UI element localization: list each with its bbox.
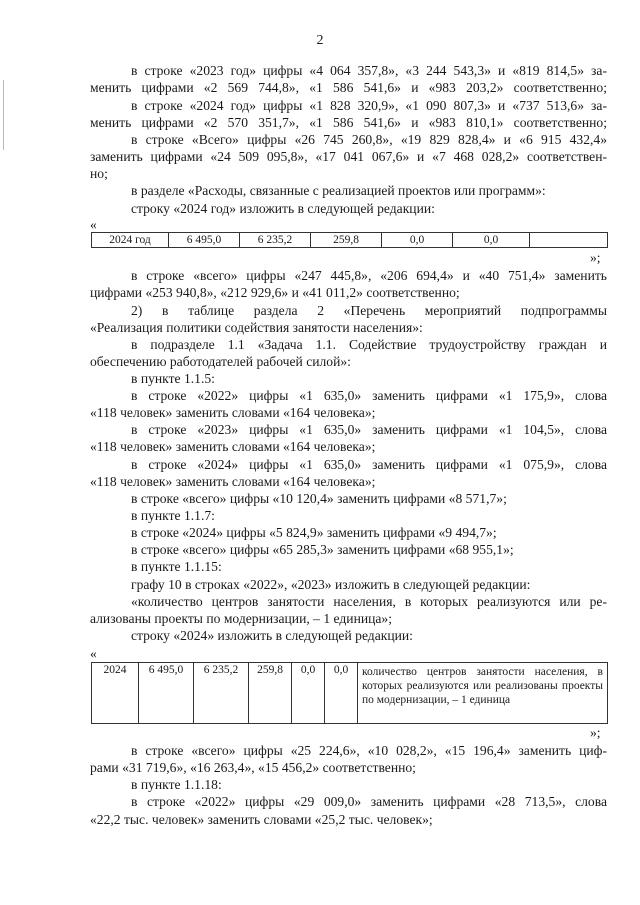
table-cell: 6 235,2 — [194, 663, 249, 724]
text-line: в строке «2023» цифры «1 635,0» заменить цифрами «1 104,5», слова — [131, 422, 607, 437]
text-line: «118 человек» заменить словами «164 человека»; — [90, 474, 376, 489]
text-line: в строке «2024 год» цифры «1 828 320,9», «1 090 807,3» и «737 513,6» за- — [131, 98, 607, 113]
table-cell: 259,8 — [249, 663, 292, 724]
text-line: менить цифрами «2 570 351,7», «1 586 541,6» и «983 810,1» соответственно; — [90, 115, 607, 130]
text-line: рами «31 719,6», «16 263,4», «15 456,2» соответственно; — [90, 760, 416, 775]
text-line: «118 человек» заменить словами «164 человека»; — [90, 405, 376, 420]
table-cell: 2024 — [92, 663, 139, 724]
text-line: 2) в таблице раздела 2 «Перечень мероприятий подпрограммы — [131, 303, 607, 318]
text-line: в подразделе 1.1 «Задача 1.1. Содействие трудоустройству граждан и — [131, 337, 607, 352]
text-line: строку «2024 год» изложить в следующей редакции: — [131, 201, 435, 216]
table-cell: 0,0 — [292, 663, 325, 724]
table-cell: 6 495,0 — [169, 233, 240, 248]
table-cell: 6 235,2 — [240, 233, 311, 248]
table-cell: 0,0 — [382, 233, 453, 248]
open-quote: « — [90, 217, 97, 232]
table-row — [92, 663, 608, 724]
text-line: в строке «всего» цифры «65 285,3» заменить цифрами «68 955,1»; — [131, 542, 514, 557]
table-cell — [530, 233, 608, 248]
text-line: заменить цифрами «24 509 095,8», «17 041 067,6» и «7 468 028,2» соответствен- — [90, 149, 607, 164]
table-expenses-2024 — [91, 232, 608, 248]
text-line: графу 10 в строках «2022», «2023» изложить в следующей редакции: — [131, 577, 531, 592]
text-line: в пункте 1.1.7: — [131, 508, 215, 523]
open-quote: « — [90, 646, 97, 661]
page-number: 2 — [316, 33, 324, 48]
close-quote: »; — [590, 250, 601, 265]
text-line: в разделе «Расходы, связанные с реализацией проектов или программ»: — [131, 183, 546, 198]
table-cell: 259,8 — [311, 233, 382, 248]
table-cell: 0,0 — [453, 233, 530, 248]
table-cell: 6 495,0 — [139, 663, 194, 724]
text-line: «22,2 тыс. человек» заменить словами «25,2 тыс. человек»; — [90, 812, 433, 827]
text-line: в строке «Всего» цифры «26 745 260,8», «19 829 828,4» и «6 915 432,4» — [131, 132, 607, 147]
text-line: «количество центров занятости населения, в которых реализуются или ре- — [131, 594, 607, 609]
text-line: обеспечению работодателей рабочей силой»: — [90, 354, 351, 369]
table-cell-description: количество центров занятости населения, в которых реализуются или реализованы проекты по модернизации, – 1 единица — [358, 663, 608, 724]
text-line: в строке «2024» цифры «1 635,0» заменить цифрами «1 075,9», слова — [131, 457, 607, 472]
table-cell: 2024 год — [92, 233, 169, 248]
close-quote: »; — [590, 725, 601, 740]
text-line: в строке «2023 год» цифры «4 064 357,8», «3 244 543,3» и «819 814,5» за- — [131, 63, 607, 78]
table-row — [92, 233, 608, 248]
text-line: «Реализация политики содействия занятости населения»: — [90, 320, 423, 335]
text-line: цифрами «253 940,8», «212 929,6» и «41 011,2» соответственно; — [90, 285, 460, 300]
text-line: в пункте 1.1.15: — [131, 559, 222, 574]
text-line: ализованы проекты по модернизации, – 1 единица»; — [90, 611, 393, 626]
text-line: менить цифрами «2 569 744,8», «1 586 541,6» и «983 203,2» соответственно; — [90, 80, 607, 95]
text-line: в строке «всего» цифры «10 120,4» заменить цифрами «8 571,7»; — [131, 491, 507, 506]
table-item-1-1-15-2024 — [91, 662, 608, 724]
text-line: но; — [90, 166, 108, 181]
text-line: в строке «2024» цифры «5 824,9» заменить цифрами «9 494,7»; — [131, 525, 497, 540]
text-line: в пункте 1.1.18: — [131, 777, 222, 792]
text-line: в строке «всего» цифры «247 445,8», «206 694,4» и «40 751,4» заменить — [131, 268, 607, 283]
text-line: в пункте 1.1.5: — [131, 371, 215, 386]
table-cell: 0,0 — [325, 663, 358, 724]
text-line: строку «2024» изложить в следующей редакции: — [131, 628, 413, 643]
scan-margin-mark — [3, 80, 4, 150]
text-line: в строке «всего» цифры «25 224,6», «10 028,2», «15 196,4» заменить циф- — [131, 743, 607, 758]
text-line: в строке «2022» цифры «1 635,0» заменить цифрами «1 175,9», слова — [131, 388, 607, 403]
text-line: «118 человек» заменить словами «164 человека»; — [90, 439, 376, 454]
text-line: в строке «2022» цифры «29 009,0» заменить цифрами «28 713,5», слова — [131, 794, 607, 809]
